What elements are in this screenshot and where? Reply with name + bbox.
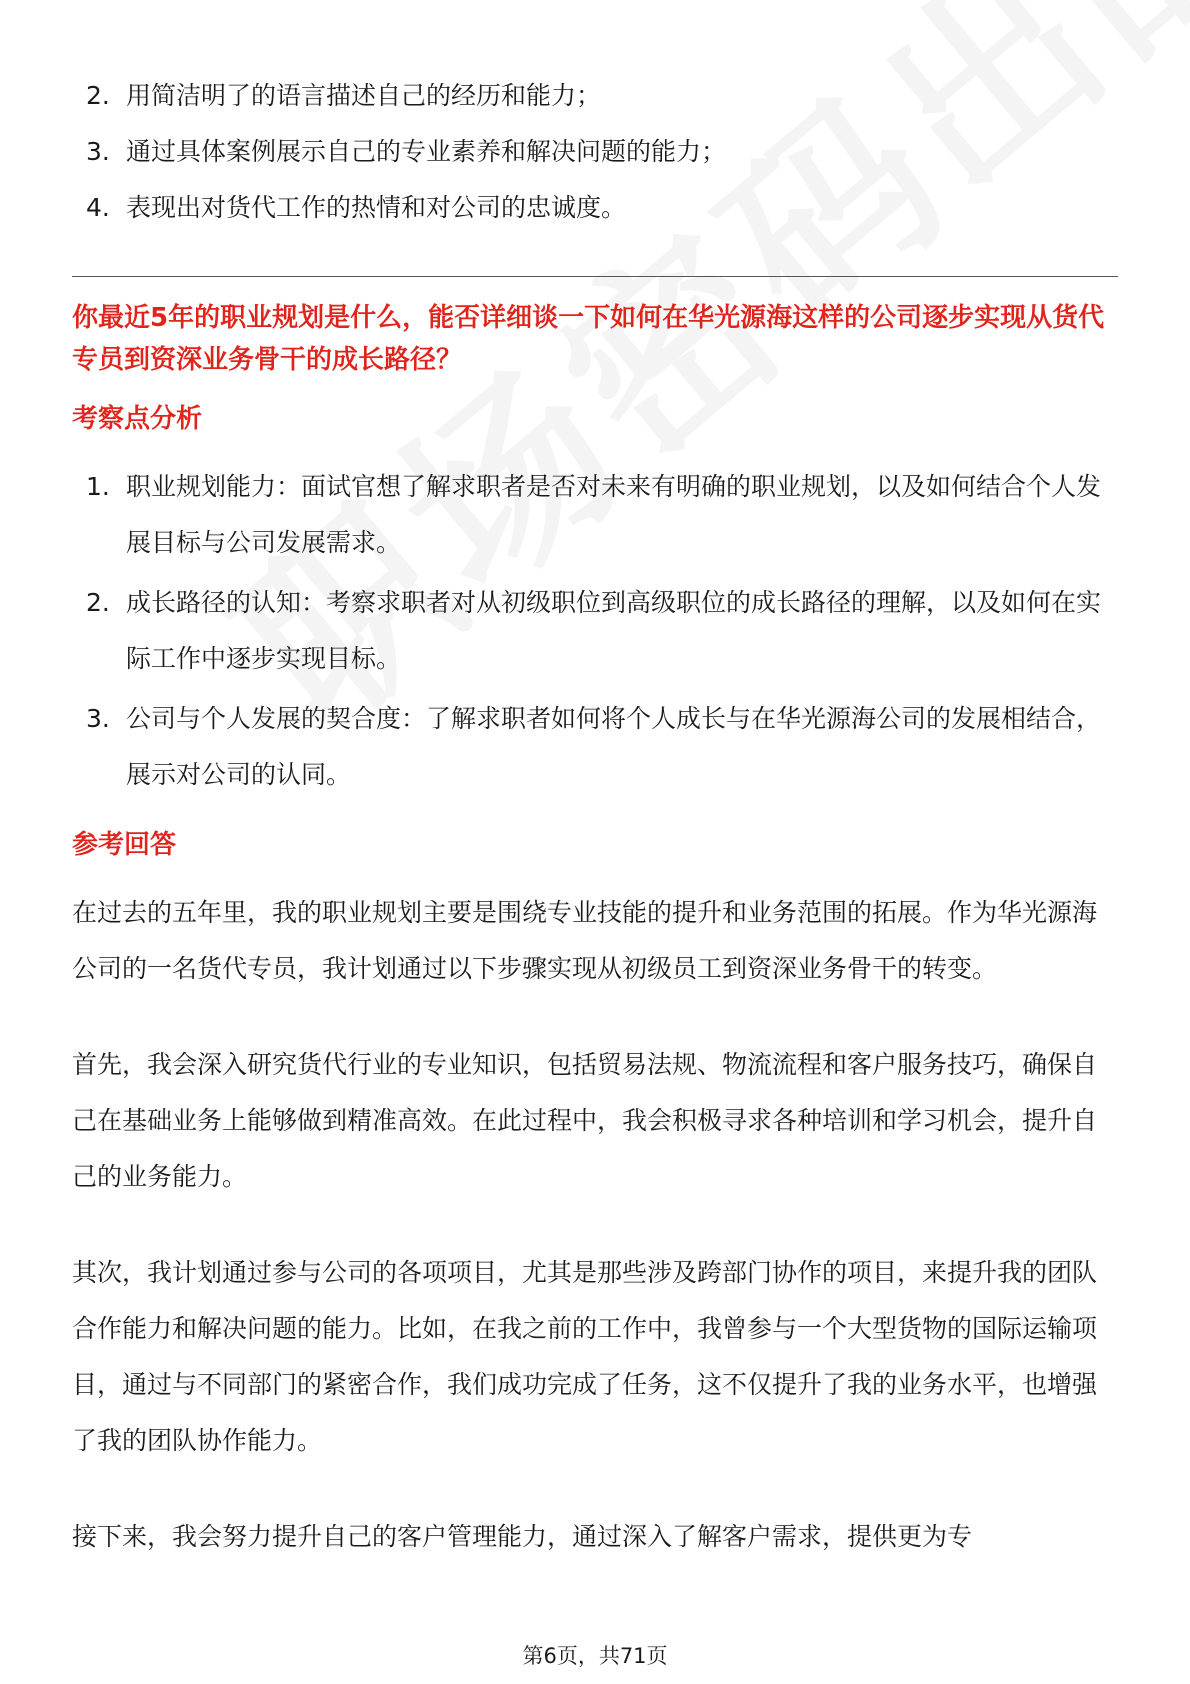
answer-paragraph: 其次，我计划通过参与公司的各项项目，尤其是那些涉及跨部门协作的项目，来提升我的团队合作能力和解决问题的能力。比如，在我之前的工作中，我曾参与一个大型货物的国际运输项目，通过与不同部门的紧密合作，我们成功完成了任务，这不仅提升了我的业务水平，也增强了我的团队协作能力。 [72,1258,1098,1455]
list-item-text: 成长路径的认知：考察求职者对从初级职位到高级职位的成长路径的理解，以及如何在实际工作中逐步实现目标。 [126,588,1102,673]
analysis-list [72,459,1118,803]
interview-question: 你最近5年的职业规划是什么，能否详细谈一下如何在华光源海这样的公司逐步实现从货代专员到资深业务骨干的成长路径？ [72,303,1105,375]
page-content [72,68,1118,1605]
list-item-number: 2. [86,588,110,617]
page-number-footer: 第6页，共71页 [522,1644,668,1668]
answer-paragraph: 首先，我会深入研究货代行业的专业知识，包括贸易法规、物流流程和客户服务技巧，确保自己在基础业务上能够做到精准高效。在此过程中，我会积极寻求各种培训和学习机会，提升自己的业务能力。 [72,1050,1098,1191]
list-item [72,575,1118,687]
list-item-number: 3. [86,704,110,733]
answer-paragraph: 在过去的五年里，我的职业规划主要是围绕专业技能的提升和业务范围的拓展。作为华光源海公司的一名货代专员，我计划通过以下步骤实现从初级员工到资深业务骨干的转变。 [72,898,1098,983]
section-divider [72,276,1118,277]
list-item-text: 用简洁明了的语言描述自己的经历和能力； [126,81,602,110]
list-item [72,691,1118,803]
list-item-text: 职业规划能力：面试官想了解求职者是否对未来有明确的职业规划，以及如何结合个人发展目标与公司发展需求。 [126,472,1102,557]
list-item [72,68,1118,124]
list-item-number: 3. [86,137,110,166]
list-item-text: 通过具体案例展示自己的专业素养和解决问题的能力； [126,137,727,166]
requirement-list [72,68,1118,236]
answer-paragraph: 接下来，我会努力提升自己的客户管理能力，通过深入了解客户需求，提供更为专 [72,1522,973,1551]
list-item-text: 表现出对货代工作的热情和对公司的忠诚度。 [126,193,627,222]
answer-heading: 参考回答 [72,830,177,860]
list-item-text: 公司与个人发展的契合度：了解求职者如何将个人成长与在华光源海公司的发展相结合，展示对公司的认同。 [126,704,1102,789]
list-item [72,180,1118,236]
list-item-number: 4. [86,193,110,222]
list-item [72,124,1118,180]
list-item-number: 2. [86,81,110,110]
list-item-number: 1. [86,472,110,501]
list-item [72,459,1118,571]
analysis-heading: 考察点分析 [72,404,203,434]
